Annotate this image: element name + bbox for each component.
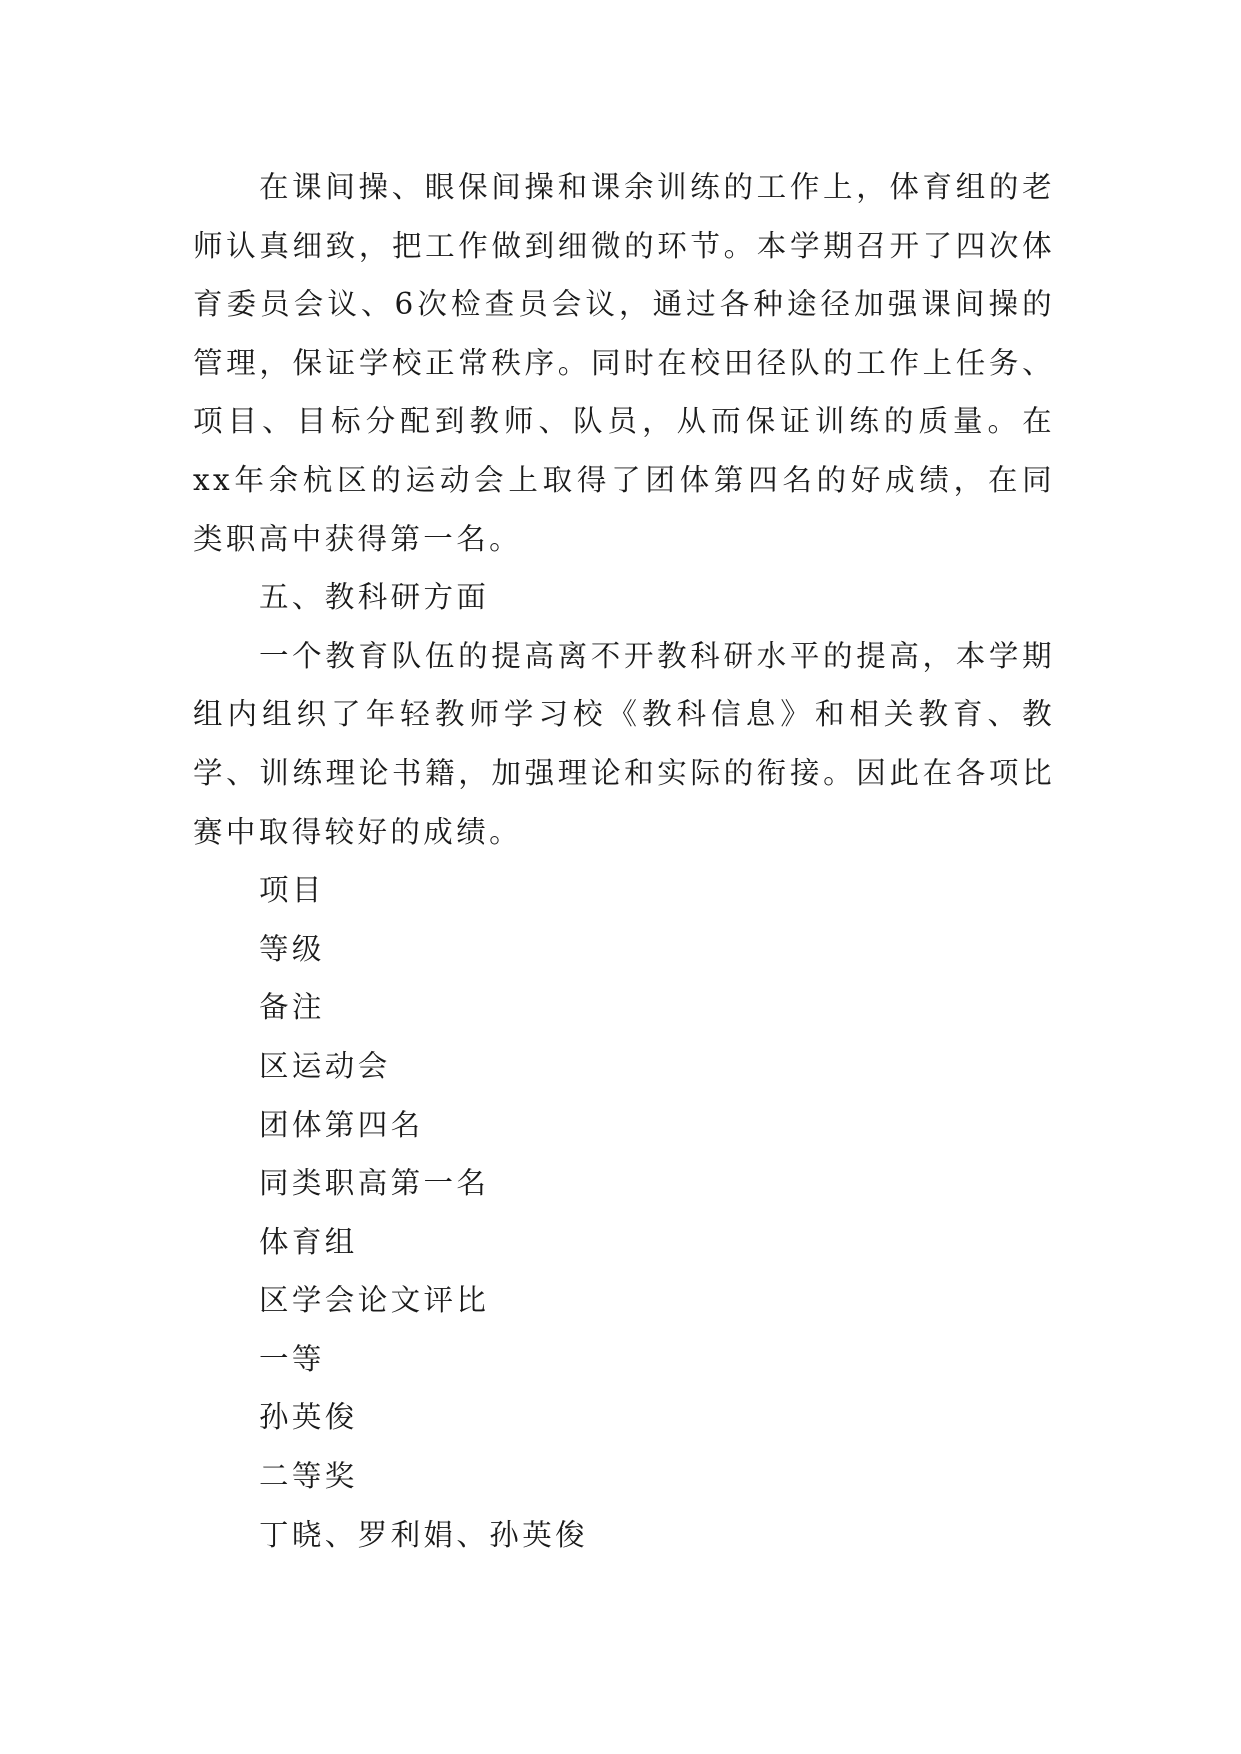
table-cell-winner-first: 孙英俊 <box>259 1400 358 1435</box>
table-cell-pe-group: 体育组 <box>259 1224 358 1259</box>
table-cell-first-class: 一等 <box>259 1341 325 1376</box>
table-header-note: 备注 <box>259 990 325 1025</box>
table-cell-team-fourth: 团体第四名 <box>259 1107 424 1142</box>
document-body <box>193 158 1055 1564</box>
table-cell-district-sports-meet: 区运动会 <box>259 1048 391 1083</box>
table-cell-winners-second: 丁晓、罗利娟、孙英俊 <box>259 1517 589 1552</box>
paragraph-exercise-work: 在课间操、眼保间操和课余训练的工作上，体育组的老师认真细致，把工作做到细微的环节。本学期召开了四次体育委员会议、6次检查员会议，通过各种途径加强课间操的管理，保证学校正常秩序。同时在校田径队的工作上任务、项目、目标分配到教师、队员，从而保证训练的质量。在xx年余杭区的运动会上取得了团体第四名的好成绩，在同类职高中获得第一名。 <box>193 170 1055 556</box>
table-cell-second-prize: 二等奖 <box>259 1459 358 1494</box>
paragraph-research: 一个教育队伍的提高离不开教科研水平的提高，本学期组内组织了年轻教师学习校《教科信息》和相关教育、教学、训练理论书籍，加强理论和实际的衔接。因此在各项比赛中取得较好的成绩。 <box>193 638 1055 849</box>
table-cell-paper-contest: 区学会论文评比 <box>259 1283 490 1318</box>
table-header-level: 等级 <box>259 931 325 966</box>
section-heading-research: 五、教科研方面 <box>259 580 490 615</box>
table-cell-vocational-first: 同类职高第一名 <box>259 1166 490 1201</box>
table-header-project: 项目 <box>259 873 325 908</box>
